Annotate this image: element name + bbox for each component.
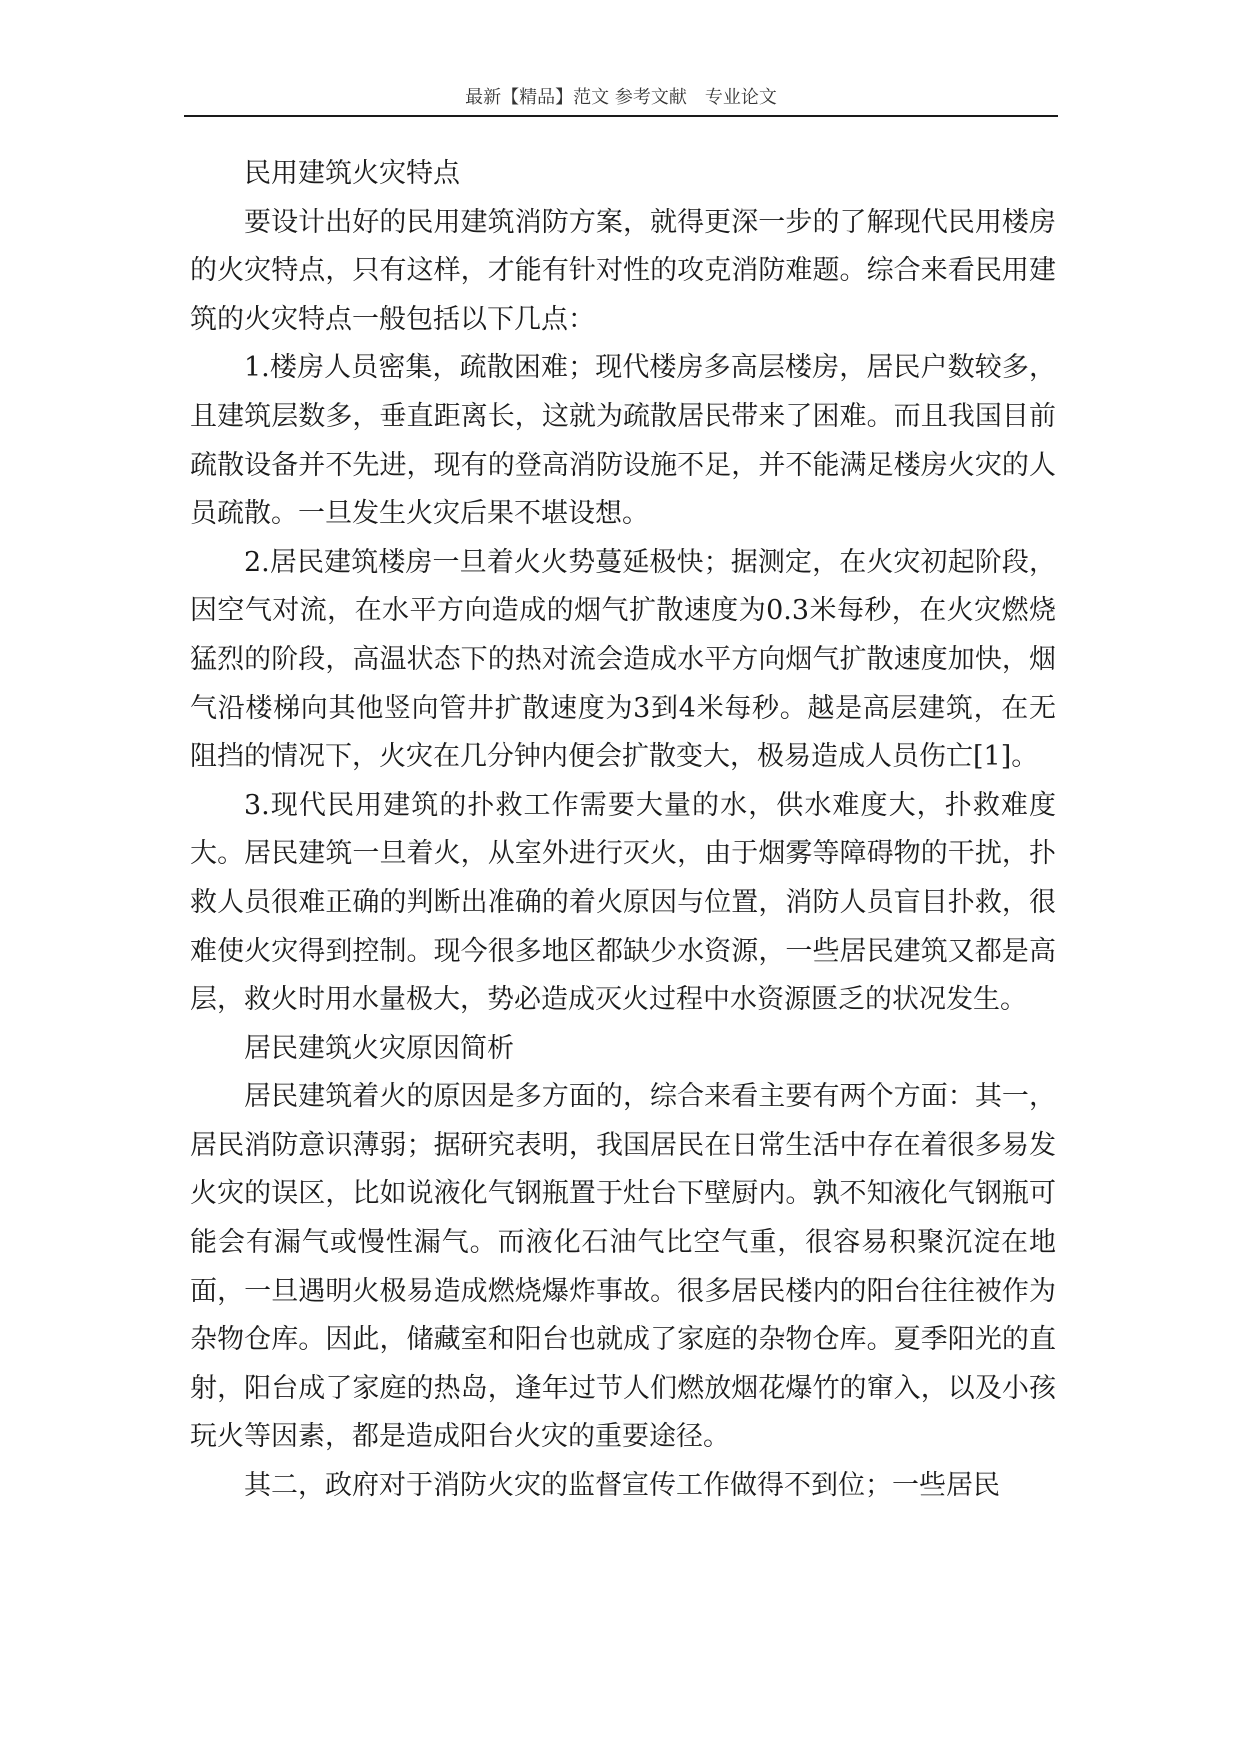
page-header: 最新【精品】范文 参考文献 专业论文 — [465, 87, 777, 108]
section-heading-fire-characteristics: 民用建筑火灾特点 — [244, 158, 460, 189]
paragraph-cause-2: 其二，政府对于消防火灾的监督宣传工作做得不到位；一些居民 — [244, 1470, 1000, 1502]
paragraph-point-1: 1.楼房人员密集，疏散困难；现代楼房多高层楼房，居民户数较多，且建筑层数多，垂直距离长，这就为疏散居民带来了困难。而且我国目前疏散设备并不先进，现有的登高消防设施不足，并不能满足楼房火灾的人员疏散。一旦发生火灾后果不堪设想。 — [190, 352, 1056, 530]
section-heading-fire-causes: 居民建筑火灾原因简析 — [244, 1032, 514, 1064]
document-body — [190, 150, 1056, 1511]
paragraph-point-2: 2.居民建筑楼房一旦着火火势蔓延极快；据测定，在火灾初起阶段，因空气对流，在水平方向造成的烟气扩散速度为0.3米每秒，在火灾燃烧猛烈的阶段，高温状态下的热对流会造成水平方向烟气扩散速度加快，烟气沿楼梯向其他竖向管井扩散速度为3到4米每秒。越是高层建筑，在无阻挡的情况下，火灾在几分钟内便会扩散变大，极易造成人员伤亡[1]。 — [190, 546, 1056, 773]
paragraph-point-3: 3.现代民用建筑的扑救工作需要大量的水，供水难度大，扑救难度大。居民建筑一旦着火，从室外进行灭火，由于烟雾等障碍物的干扰，扑救人员很难正确的判断出准确的着火原因与位置，消防人员盲目扑救，很难使火灾得到控制。现今很多地区都缺少水资源，一些居民建筑又都是高层，救火时用水量极大，势必造成灭火过程中水资源匮乏的状况发生。 — [190, 789, 1056, 1016]
header-rule — [184, 115, 1058, 117]
paragraph-cause-1: 居民建筑着火的原因是多方面的，综合来看主要有两个方面：其一，居民消防意识薄弱；据研究表明，我国居民在日常生活中存在着很多易发火灾的误区，比如说液化气钢瓶置于灶台下壁厨内。孰不知液化气钢瓶可能会有漏气或慢性漏气。而液化石油气比空气重，很容易积聚沉淀在地面，一旦遇明火极易造成燃烧爆炸事故。很多居民楼内的阳台往往被作为杂物仓库。因此，储藏室和阳台也就成了家庭的杂物仓库。夏季阳光的直射，阳台成了家庭的热岛，逢年过节人们燃放烟花爆竹的窜入，以及小孩玩火等因素，都是造成阳台火灾的重要途径。 — [190, 1081, 1056, 1453]
paragraph-intro: 要设计出好的民用建筑消防方案，就得更深一步的了解现代民用楼房的火灾特点，只有这样，才能有针对性的攻克消防难题。综合来看民用建筑的火灾特点一般包括以下几点： — [190, 206, 1056, 335]
